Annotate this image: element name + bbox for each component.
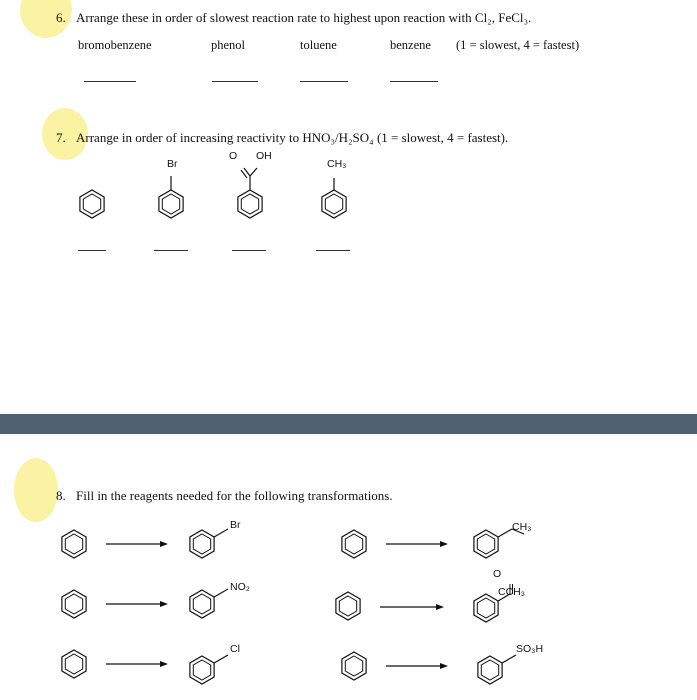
benzoic-acid-structure [234,158,266,220]
starting-benzene-row2-left [58,588,90,620]
starting-benzene-row3-right [338,650,370,682]
product-sulfonic-acid-label: SO₃H [516,643,544,655]
product-bromobenzene-structure [186,520,234,560]
starting-benzene-row1-left [58,528,90,560]
product-acyl-oxygen-label: O [493,568,502,580]
product-nitro-label: NO₂ [230,581,250,593]
question-8-number: 8. [56,488,66,503]
bromine-label: Br [167,158,178,170]
compound-benzene: benzene [390,38,431,52]
product-chlorobenzene-structure [186,646,234,686]
starting-benzene-row3-left [58,648,90,680]
answer-blank-q7-bromobenzene[interactable] [154,250,188,251]
starting-benzene-row2-right [332,590,364,622]
reaction-arrow-row1-left [106,538,168,550]
highlight-mark-q8 [14,458,58,522]
product-nitrobenzene-structure [186,580,234,620]
compound-phenol: phenol [211,38,246,52]
question-7-number: 7. [56,130,66,145]
answer-blank-q7-toluene[interactable] [316,250,350,251]
answer-blank-bromobenzene[interactable] [84,81,136,82]
product-benzenesulfonic-acid-structure [474,646,522,686]
starting-benzene-row1-right [338,528,370,560]
question-6-text: Arrange these in order of slowest reaction rate to highest upon reaction with Cl₂, FeCl₃. [76,10,532,25]
question-8-text: Fill in the reagents needed for the following transformations. [76,488,393,503]
answer-blank-q7-benzoic-acid[interactable] [232,250,266,251]
answer-blank-toluene[interactable] [300,81,348,82]
carbonyl-oxygen-label: O [229,150,238,162]
compound-bromobenzene: bromobenzene [78,38,152,52]
benzene-ring-structure [76,188,108,220]
question-7-text: Arrange in order of increasing reactivity to HNO₃/H₂SO₄ (1 = slowest, 4 = fastest). [76,130,509,145]
reaction-arrow-row2-left [106,598,168,610]
answer-blank-benzene[interactable] [390,81,438,82]
reaction-arrow-row3-right [386,660,448,672]
product-bromine-label: Br [230,519,241,531]
reaction-arrow-row2-right [380,601,444,613]
product-acetophenone-structure [470,576,518,624]
product-chlorine-label: Cl [230,643,240,655]
compound-toluene: toluene [300,38,337,52]
rank-scale-note: (1 = slowest, 4 = fastest) [456,38,580,52]
answer-blank-q7-benzene[interactable] [78,250,106,251]
methyl-label: CH₃ [327,158,347,170]
bromobenzene-structure [155,170,187,220]
hydroxyl-label: OH [256,150,272,162]
toluene-structure [318,170,350,220]
reaction-arrow-row3-left [106,658,168,670]
section-divider [0,414,697,434]
product-methyl-label: CH₃ [512,521,532,533]
product-acyl-label: CCH₃ [498,586,526,598]
question-6-number: 6. [56,10,66,25]
reaction-arrow-row1-right [386,538,448,550]
answer-blank-phenol[interactable] [212,81,258,82]
